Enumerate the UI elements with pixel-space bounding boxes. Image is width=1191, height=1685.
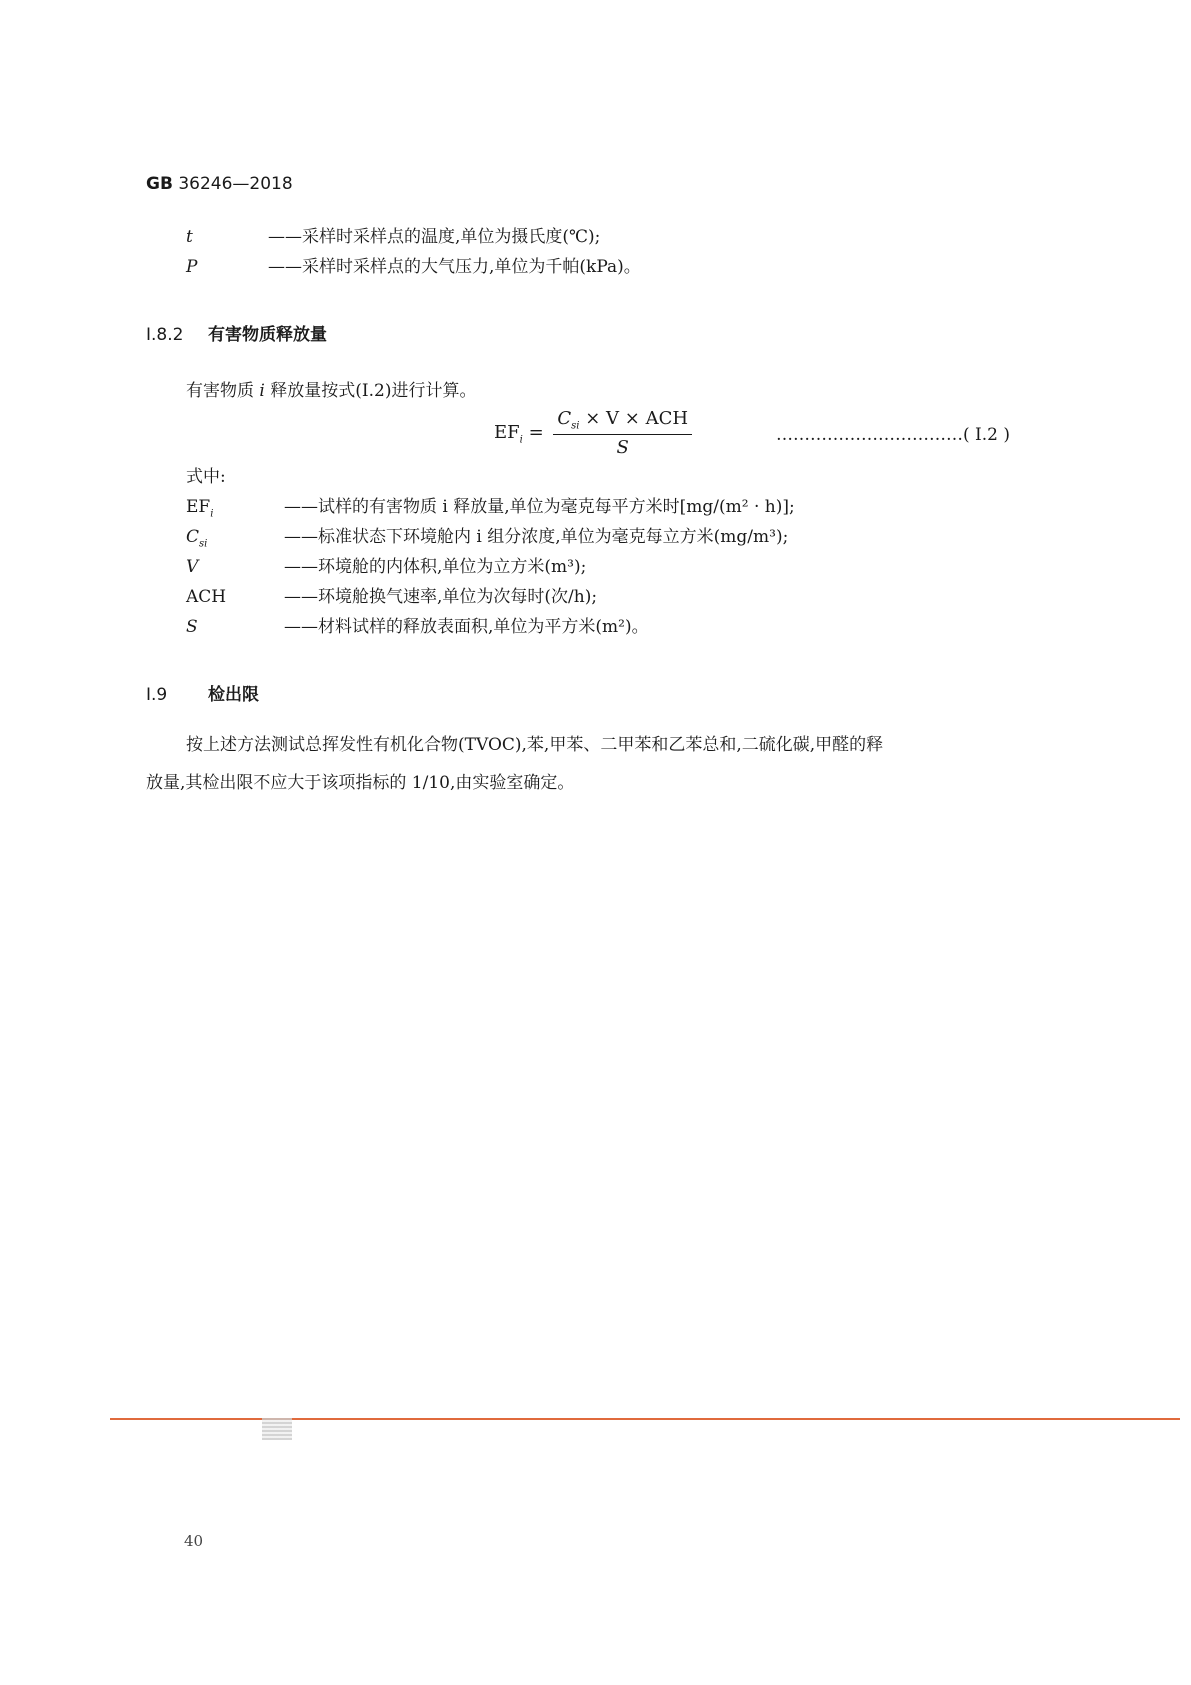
document-code-prefix: GB bbox=[146, 174, 173, 194]
var-row-v bbox=[186, 556, 586, 578]
numerator-rest: × V × ACH bbox=[579, 408, 689, 429]
page-number: 40 bbox=[184, 1532, 204, 1550]
var-description: ——环境舱换气速率,单位为次每时(次/h); bbox=[284, 587, 598, 607]
var-symbol: V bbox=[186, 557, 199, 577]
var-description: ——材料试样的释放表面积,单位为平方米(m²)。 bbox=[284, 617, 649, 637]
formula-denominator: S bbox=[616, 436, 629, 458]
var-symbol: P bbox=[186, 257, 198, 277]
formula-lhs-sub: i bbox=[519, 434, 523, 446]
var-row-t bbox=[186, 226, 600, 248]
paragraph-line-1: 按上述方法测试总挥发性有机化合物(TVOC),苯,甲苯、二甲苯和乙苯总和,二硫化碳,甲醛的释 bbox=[186, 735, 884, 755]
formula-equals: = bbox=[522, 421, 544, 443]
var-symbol: ACH bbox=[186, 587, 227, 607]
var-row-ach bbox=[186, 586, 597, 608]
section-title: 有害物质释放量 bbox=[208, 325, 327, 345]
section-title: 检出限 bbox=[208, 685, 259, 705]
var-description: ——采样时采样点的大气压力,单位为千帕(kPa)。 bbox=[268, 257, 641, 277]
intro-symbol: i bbox=[259, 381, 265, 401]
var-symbol-sub: i bbox=[210, 508, 214, 520]
var-symbol-sub: si bbox=[199, 538, 208, 550]
var-symbol-cell bbox=[186, 526, 284, 555]
where-label: 式中: bbox=[186, 467, 226, 487]
formula-intro bbox=[186, 380, 476, 402]
formula-fraction bbox=[553, 408, 692, 458]
formula-numerator bbox=[553, 408, 692, 435]
var-description: ——环境舱的内体积,单位为立方米(m³); bbox=[284, 557, 587, 577]
var-row-p bbox=[186, 256, 641, 278]
var-row-csi bbox=[186, 526, 788, 555]
intro-before: 有害物质 bbox=[186, 381, 260, 401]
scan-mark-icon bbox=[262, 1418, 292, 1440]
var-row-s bbox=[186, 616, 649, 638]
paragraph-line-2: 放量,其检出限不应大于该项指标的 1/10,由实验室确定。 bbox=[146, 773, 575, 793]
var-symbol: S bbox=[186, 617, 198, 637]
formula-i2 bbox=[494, 408, 692, 458]
numerator-c: C bbox=[557, 408, 572, 429]
var-symbol: C bbox=[186, 527, 200, 547]
formula-lhs: EF bbox=[494, 421, 520, 443]
var-row-ef bbox=[186, 496, 795, 525]
var-description: ——试样的有害物质 i 释放量,单位为毫克每平方米时[mg/(m² · h)]; bbox=[284, 497, 795, 517]
section-heading-i9 bbox=[146, 680, 259, 705]
var-symbol: t bbox=[186, 227, 193, 247]
intro-after: 释放量按式(I.2)进行计算。 bbox=[264, 381, 477, 401]
numerator-c-sub: si bbox=[571, 420, 580, 432]
section-number: I.8.2 bbox=[146, 325, 184, 345]
var-description: ——采样时采样点的温度,单位为摄氏度(℃); bbox=[268, 227, 601, 247]
document-code-number: 36246—2018 bbox=[172, 174, 293, 194]
document-code bbox=[146, 174, 293, 194]
formula-reference: ……………………………( I.2 ) bbox=[776, 425, 1011, 445]
section-heading-i82 bbox=[146, 320, 327, 345]
var-symbol-cell bbox=[186, 496, 284, 525]
section-number: I.9 bbox=[146, 685, 168, 705]
var-description: ——标准状态下环境舱内 i 组分浓度,单位为毫克每立方米(mg/m³); bbox=[284, 527, 789, 547]
var-symbol: EF bbox=[186, 497, 211, 517]
